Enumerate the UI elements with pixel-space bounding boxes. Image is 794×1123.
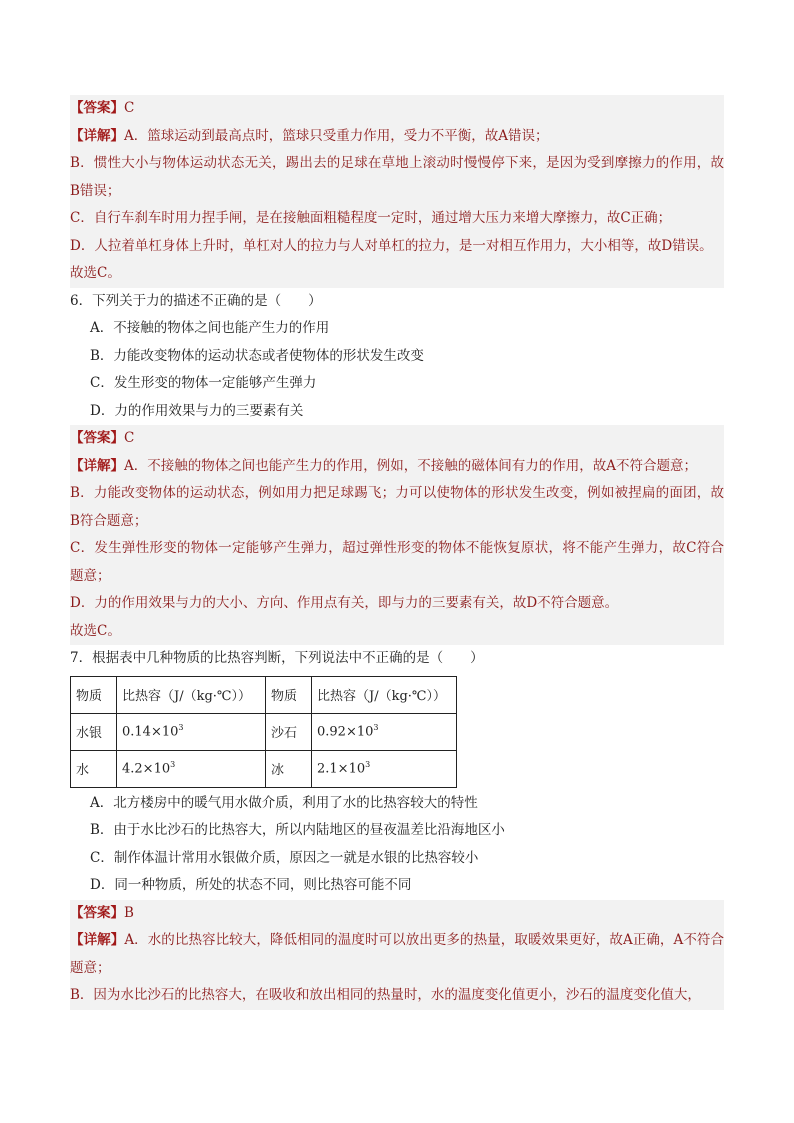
question-6-stem: 6．下列关于力的描述不正确的是（ ） xyxy=(70,292,322,309)
value-mantissa: 4.2×10 xyxy=(122,761,171,777)
table-cell-substance: 冰 xyxy=(266,750,312,787)
detail-a: A．篮球运动到最高点时，篮球只受重力作用，受力不平衡，故A错误； xyxy=(124,127,549,144)
value-mantissa: 0.14×10 xyxy=(122,724,179,740)
answer-tag: 【答案】 xyxy=(70,100,124,116)
detail-c: C．自行车刹车时用力捏手闸，是在接触面粗糙程度一定时，通过增大压力来增大摩擦力，故C正确； xyxy=(70,210,672,226)
table-cell-value xyxy=(117,713,266,750)
detail-line-a xyxy=(70,927,724,982)
table-header-cell: 比热容（J/（kg·℃）） xyxy=(117,676,266,713)
detail-c: C．发生弹性形变的物体一定能够产生弹力，超过弹性形变的物体不能恢复原状，将不能产生弹力，故C符合题意； xyxy=(70,540,724,584)
answer-line xyxy=(70,95,724,123)
value-exponent: 3 xyxy=(365,760,371,770)
table-header-row xyxy=(71,676,457,713)
detail-d: D．人拉着单杠身体上升时，单杠对人的拉力与人对单杠的拉力，是一对相互作用力，大小相等，故D错误。 xyxy=(70,237,713,254)
detail-a: A．不接触的物体之间也能产生力的作用，例如，不接触的磁体间有力的作用，故A不符合题意； xyxy=(124,457,697,474)
value-exponent: 3 xyxy=(178,723,184,733)
value-mantissa: 0.92×10 xyxy=(317,724,374,740)
question-7-option-d: D．同一种物质，所处的状态不同，则比热容可能不同 xyxy=(90,877,412,893)
table-cell-value xyxy=(312,713,457,750)
question-7-option-a: A．北方楼房中的暖气用水做介质，利用了水的比热容较大的特性 xyxy=(90,794,478,811)
value-exponent: 3 xyxy=(373,723,379,733)
answer-value: B xyxy=(124,904,134,921)
question-6-option-d: D．力的作用效果与力的三要素有关 xyxy=(90,402,304,419)
table-header-cell: 物质 xyxy=(266,676,312,713)
value-mantissa: 2.1×10 xyxy=(317,761,366,777)
detail-b: B．力能改变物体的运动状态，例如用力把足球踢飞；力可以使物体的形状发生改变，例如被捏扁的面团，故B符合题意； xyxy=(70,485,724,529)
specific-heat-table xyxy=(70,676,457,788)
answer-block-q6 xyxy=(70,425,724,645)
detail-tag: 【详解】 xyxy=(70,127,124,144)
detail-line-a xyxy=(70,453,724,481)
question-7-option-b: B．由于水比沙石的比热容大，所以内陆地区的昼夜温差比沿海地区小 xyxy=(90,822,505,838)
table-row xyxy=(71,750,457,787)
table-header-cell: 比热容（J/（kg·℃）） xyxy=(312,676,457,713)
answer-block-q5 xyxy=(70,95,724,288)
answer-tag: 【答案】 xyxy=(70,904,124,921)
answer-tag: 【答案】 xyxy=(70,430,124,446)
answer-value: C xyxy=(124,430,135,446)
answer-line xyxy=(70,900,724,928)
question-6-option-b: B．力能改变物体的运动状态或者使物体的形状发生改变 xyxy=(90,347,424,364)
value-exponent: 3 xyxy=(170,760,176,770)
table-cell-value xyxy=(117,750,266,787)
detail-b: B．惯性大小与物体运动状态无关，踢出去的足球在草地上滚动时慢慢停下来，是因为受到摩擦力的作用，故B错误； xyxy=(70,155,724,199)
page-content xyxy=(70,95,724,1010)
table-header-cell: 物质 xyxy=(71,676,117,713)
detail-tag: 【详解】 xyxy=(70,932,125,948)
table-row xyxy=(71,713,457,750)
question-7-option-c: C．制作体温计常用水银做介质，原因之一就是水银的比热容较小 xyxy=(90,849,479,866)
question-6-option-c: C．发生形变的物体一定能够产生弹力 xyxy=(90,375,317,391)
answer-block-q7 xyxy=(70,900,724,1010)
answer-value: C xyxy=(124,100,135,116)
table-cell-substance: 水银 xyxy=(71,713,117,750)
detail-a: A．水的比热容比较大，降低相同的温度时可以放出更多的热量，取暖效果更好，故A正确，A不符合题意； xyxy=(70,932,724,976)
table-cell-substance: 水 xyxy=(71,750,117,787)
detail-line-a xyxy=(70,123,724,151)
table-cell-substance: 沙石 xyxy=(266,713,312,750)
detail-tag: 【详解】 xyxy=(70,457,124,474)
detail-b: B．因为水比沙石的比热容大，在吸收和放出相同的热量时，水的温度变化值更小，沙石的温度变化值大， xyxy=(70,987,701,1003)
question-6-option-a: A．不接触的物体之间也能产生力的作用 xyxy=(90,320,330,336)
answer-line xyxy=(70,425,724,453)
table-cell-value xyxy=(312,750,457,787)
conclusion: 故选C。 xyxy=(70,265,121,281)
question-7-stem: 7．根据表中几种物质的比热容判断，下列说法中不正确的是（ ） xyxy=(70,650,484,666)
conclusion: 故选C。 xyxy=(70,622,121,639)
detail-d: D．力的作用效果与力的大小、方向、作用点有关，即与力的三要素有关，故D不符合题意。 xyxy=(70,595,619,611)
